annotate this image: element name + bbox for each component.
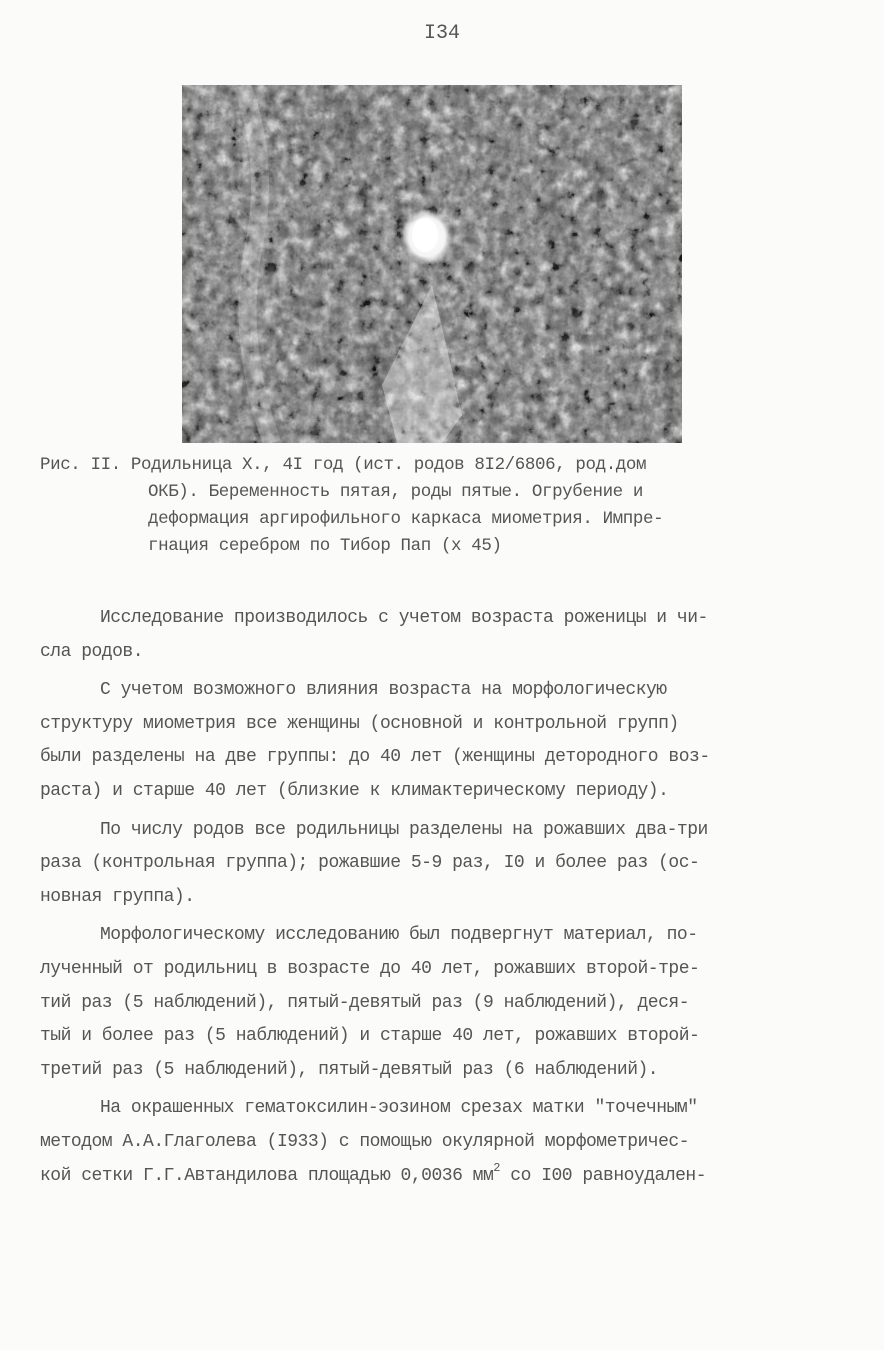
text-fragment: со I00 равноудален- xyxy=(510,1165,707,1186)
text-line: были разделены на две группы: до 40 лет (женщины детородного воз- xyxy=(40,747,710,768)
paragraph-3 xyxy=(40,814,840,915)
micrograph-image xyxy=(182,85,682,443)
text-line: тый и более раз (5 наблюдений) и старше 40 лет, рожавших второй- xyxy=(40,1026,700,1047)
text-line: Морфологическому исследованию был подвергнут материал, по- xyxy=(100,925,698,946)
text-line: раста) и старше 40 лет (близкие к климактерическому периоду). xyxy=(40,780,669,801)
text-line: По числу родов все родильницы разделены на рожавших два-три xyxy=(100,819,708,840)
text-line: На окрашенных гематоксилин-эозином срезах матки "точечным" xyxy=(100,1098,698,1119)
paragraph-1 xyxy=(40,602,840,669)
text-line: новная группа). xyxy=(40,886,195,907)
page-number: I34 xyxy=(423,22,460,45)
text-line: С учетом возможного влияния возраста на морфологическую xyxy=(100,680,667,701)
caption-line: Рис. II. Родильница Х., 4I год (ист. родов 8I2/6806, род.дом xyxy=(40,455,647,475)
text-fragment: кой сетки Г.Г.Автандилова площадью 0,0036 мм xyxy=(40,1165,494,1186)
body-text xyxy=(40,602,840,1193)
caption-line: ОКБ). Беременность пятая, роды пятые. Огрубение и xyxy=(148,482,643,502)
text-line: структуру миометрия все женщины (основной и контрольной групп) xyxy=(40,713,679,734)
paragraph-2 xyxy=(40,674,840,808)
paragraph-5 xyxy=(40,1092,840,1193)
text-line: лученный от родильниц в возрасте до 40 лет, рожавших второй-тре- xyxy=(40,958,700,979)
text-line: раза (контрольная группа); рожавшие 5-9 раз, I0 и более раз (ос- xyxy=(40,853,700,874)
text-line: третий раз (5 наблюдений), пятый-девятый раз (6 наблюдений). xyxy=(40,1059,659,1080)
figure-caption xyxy=(40,452,860,560)
text-line: методом А.А.Глаголева (I933) с помощью окулярной морфометричес- xyxy=(40,1131,690,1152)
caption-line: деформация аргирофильного каркаса миометрия. Импре- xyxy=(148,509,664,529)
text-line: сла родов. xyxy=(40,641,144,662)
paragraph-4 xyxy=(40,919,840,1087)
text-line: Исследование производилось с учетом возраста роженицы и чи- xyxy=(100,608,708,628)
caption-line: гнация серебром по Тибор Пап (х 45) xyxy=(148,536,502,556)
text-line: тий раз (5 наблюдений), пятый-девятый раз (9 наблюдений), деся- xyxy=(40,992,690,1013)
superscript-exponent: 2 xyxy=(493,1160,500,1175)
text-line xyxy=(40,1160,840,1194)
